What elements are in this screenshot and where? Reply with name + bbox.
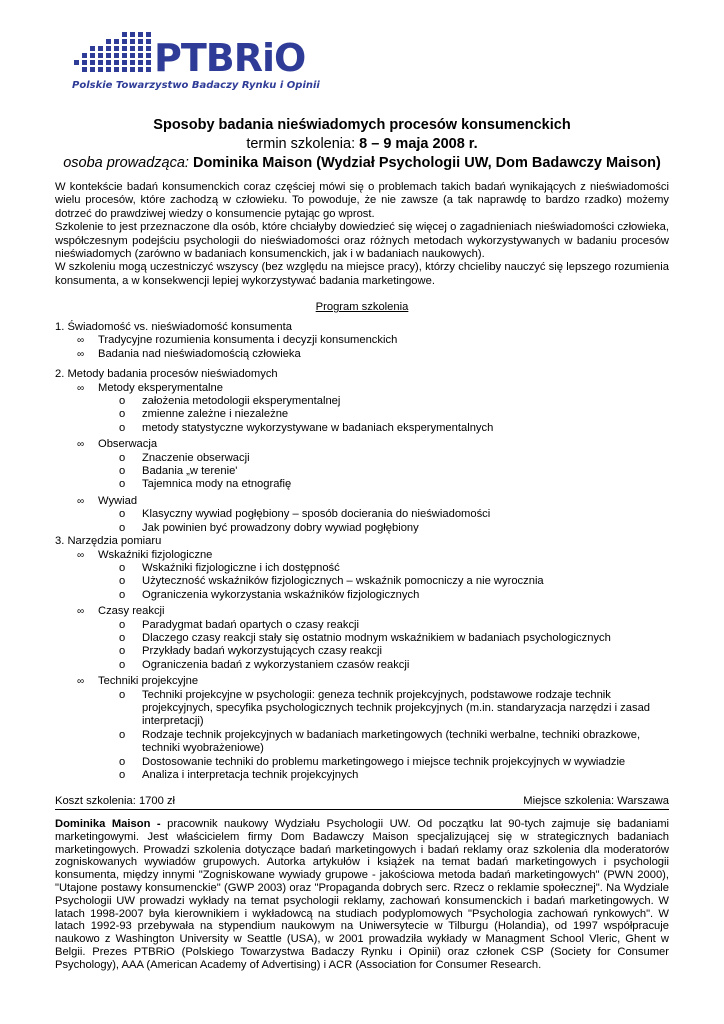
circle-bullet-icon: o — [119, 658, 126, 671]
circle-bullet-icon: o — [119, 588, 126, 601]
infinity-bullet-icon: ∞ — [77, 606, 85, 618]
date-label: termin szkolenia: — [246, 136, 360, 152]
list-subitem: o Znaczenie obserwacji — [119, 451, 250, 464]
list-subitem: o założenia metodologii eksperymentalnej — [119, 395, 341, 408]
circle-bullet-icon: o — [119, 645, 126, 658]
logo-name: PTBRiO — [154, 36, 306, 80]
list-subitem: o Techniki projekcyjne w psychologii: geneza technik projekcyjnych, podstawowe rodzaje technik projekcyjnych, specyfika psychologicznych technik projekcyjnych (m.in. standaryzacja narzędzi i zasad interpretacji) — [119, 688, 651, 728]
program-section — [55, 535, 675, 782]
section-title: 1. Świadomość vs. nieświadomość konsumenta — [55, 321, 292, 333]
list-subitem: o zmienne zależne i niezależne — [119, 408, 289, 421]
intro-text — [55, 181, 669, 288]
ptbrio-logo — [66, 28, 320, 96]
list-item: ∞ Obserwacja — [77, 438, 158, 451]
list-item: ∞ Tradycyjne rozumienia konsumenta i decyzji konsumenckich — [77, 334, 398, 347]
document-title: Sposoby badania nieświadomych procesów konsumenckich — [153, 117, 571, 133]
logo-subtitle: Polskie Towarzystwo Badaczy Rynku i Opinii — [72, 80, 320, 91]
circle-bullet-icon: o — [119, 408, 126, 421]
list-subitem: o Paradygmat badań opartych o czasy reakcji — [119, 618, 360, 631]
circle-bullet-icon: o — [119, 618, 126, 631]
circle-bullet-icon: o — [119, 465, 126, 478]
list-subitem: o Rodzaje technik projekcyjnych w badaniach marketingowych (techniki werbalne, techniki obrazkowe, techniki wyobrażeniowe) — [119, 728, 641, 755]
list-item: ∞ Techniki projekcyjne — [77, 675, 199, 688]
infinity-bullet-icon: ∞ — [77, 676, 85, 688]
circle-bullet-icon: o — [119, 451, 126, 464]
circle-bullet-icon: o — [119, 688, 126, 701]
section-title: 3. Narzędzia pomiaru — [55, 535, 162, 548]
list-item: ∞ Metody eksperymentalne — [77, 381, 223, 394]
infinity-bullet-icon: ∞ — [77, 335, 85, 347]
circle-bullet-icon: o — [119, 478, 126, 491]
program-title: Program szkolenia — [315, 301, 409, 313]
infinity-bullet-icon: ∞ — [77, 439, 85, 451]
intro-paragraph: W szkoleniu mogą uczestniczyć wszyscy (bez względu na miejsce pracy), którzy chcieliby nauczyć się lepszego rozumienia konsumenta, a w konsekwencji lepiej wykorzystywać badania marketingowe. — [55, 261, 669, 287]
circle-bullet-icon: o — [119, 631, 126, 644]
list-subitem: o Ograniczenia badań z wykorzystaniem czasów reakcji — [119, 658, 410, 671]
list-subitem: o Dostosowanie techniki do problemu marketingowego i miejsce technik projekcyjnych w wywiadzie — [119, 755, 626, 768]
program-section — [55, 321, 675, 361]
list-subitem: o Jak powinien być prowadzony dobry wywiad pogłębiony — [119, 521, 419, 534]
list-item: ∞ Wskaźniki fizjologiczne — [77, 548, 213, 561]
training-date — [40, 135, 684, 154]
list-item: ∞ Wywiad — [77, 494, 138, 507]
section-title: 2. Metody badania procesów nieświadomych — [55, 368, 278, 381]
infinity-bullet-icon: ∞ — [77, 348, 85, 360]
intro-paragraph: W kontekście badań konsumenckich coraz częściej mówi się o problemach takich badań wynikających z nieświadomości wielu procesów, które zachodzą w człowieku. To powoduje, że nie zawsze (a tak naprawdę to bardzo rzadko) możemy dotrzeć do prawdziwej wiedzy o konsumencie pytając go wprost. — [55, 181, 669, 220]
circle-bullet-icon: o — [119, 575, 126, 588]
circle-bullet-icon: o — [119, 521, 126, 534]
circle-bullet-icon: o — [119, 421, 126, 434]
trainer-bio — [55, 818, 669, 972]
leader-value: Dominika Maison (Wydział Psychologii UW, Dom Badawczy Maison) — [192, 155, 661, 171]
list-subitem: o Przykłady badań wykorzystujących czasy reakcji — [119, 645, 382, 658]
circle-bullet-icon: o — [119, 769, 126, 781]
circle-bullet-icon: o — [119, 395, 126, 408]
training-info-footer — [55, 795, 669, 810]
circle-bullet-icon: o — [119, 728, 126, 741]
program-section — [55, 368, 675, 535]
circle-bullet-icon: o — [119, 508, 126, 521]
list-subitem: o Badania „w terenie' — [119, 465, 238, 478]
infinity-bullet-icon: ∞ — [77, 495, 85, 507]
header — [40, 116, 684, 173]
list-subitem: o Ograniczenia wykorzystania wskaźników fizjologicznych — [119, 588, 420, 601]
circle-bullet-icon: o — [119, 561, 126, 574]
list-subitem: o Analiza i interpretacja technik projekcyjnych — [119, 769, 359, 781]
list-item: ∞ Badania nad nieświadomością człowieka — [77, 347, 301, 360]
infinity-bullet-icon: ∞ — [77, 382, 85, 394]
bio-name: Dominika Maison - — [55, 818, 161, 830]
list-item: ∞ Czasy reakcji — [77, 605, 165, 618]
date-value: 8 – 9 maja 2008 r. — [359, 136, 478, 152]
training-place: Miejsce szkolenia: Warszawa — [523, 795, 669, 807]
circle-bullet-icon: o — [119, 755, 126, 768]
training-cost: Koszt szkolenia: 1700 zł — [55, 795, 176, 807]
list-subitem: o Klasyczny wywiad pogłębiony – sposób docierania do nieświadomości — [119, 508, 491, 521]
list-subitem: o Wskaźniki fizjologiczne i ich dostępność — [119, 561, 340, 574]
leader-label: osoba prowadząca: — [63, 155, 193, 171]
logo-dots-icon — [66, 28, 162, 78]
list-subitem: o Tajemnica mody na etnografię — [119, 478, 292, 491]
infinity-bullet-icon: ∞ — [77, 549, 85, 561]
intro-paragraph: Szkolenie to jest przeznaczone dla osób, które chciałyby dowiedzieć się więcej o zagadnieniach nieświadomości człowieka, współczesnym podejściu psychologii do nieświadomości oraz różnych metodach wykorzystywanych w badaniu procesów nieświadomych (zarówno w badaniach konsumenckich, jak i w badaniach naukowych). — [55, 221, 669, 261]
list-subitem: o metody statystyczne wykorzystywane w badaniach eksperymentalnych — [119, 421, 494, 434]
list-subitem: o Dlaczego czasy reakcji stały się ostatnio modnym wskaźnikiem w badaniach psychologicznych — [119, 631, 611, 644]
bio-text: pracownik naukowy Wydziału Psychologii UW. Od początku lat 90-tych zajmuje się badaniami marketingowymi. Jest właścicielem firmy Dom Badawczy Maison specjalizującej się w strategicznych badaniach marketingowych. Prowadzi szkolenia dotyczące badań marketingowych i badań reklamy oraz szkolenia dla moderatorów zogniskowanych wywiadów grupowych. Autorka artykułów i książek na temat badań marketingowych i psychologii konsumenta, między innymi "Zogniskowane wywiady grupowe - jakościowa metoda badań marketingowych" (PWN 2000), "Utajone postawy konsumenckie" (GWP 2003) oraz "Propaganda dobrych serc. Rzecz o reklamie społecznej". Na Wydziale Psychologii UW prowadzi wykłady na temat psychologii reklamy, zachowań konsumenckich i badań marketingowych. W latach 1998-2007 była kierownikiem i wykładowcą na studiach podyplomowych "Psychologia zachowań rynkowych". W latach 1992-93 przebywała na stypendium naukowym na Uniwersytecie w Tilburgu (Holandia), od 1997 współpracuje naukowo z Washington University w Seattle (USA), w 2001 prowadziła wykłady w Managment School Vleric, Ghent w Belgii. Prezes PTBRiO (Polskiego Towarzystwa Badaczy Rynku i Opinii) oraz członek CSP (Society for Consumer Psychology), AAA (American Academy of Advertising) i ACR (Association for Consumer Research. — [55, 818, 670, 971]
list-subitem: o Użyteczność wskaźników fizjologicznych – wskaźnik pomocniczy a nie wyrocznia — [119, 575, 544, 588]
training-leader — [40, 154, 684, 173]
program-list — [55, 321, 675, 782]
